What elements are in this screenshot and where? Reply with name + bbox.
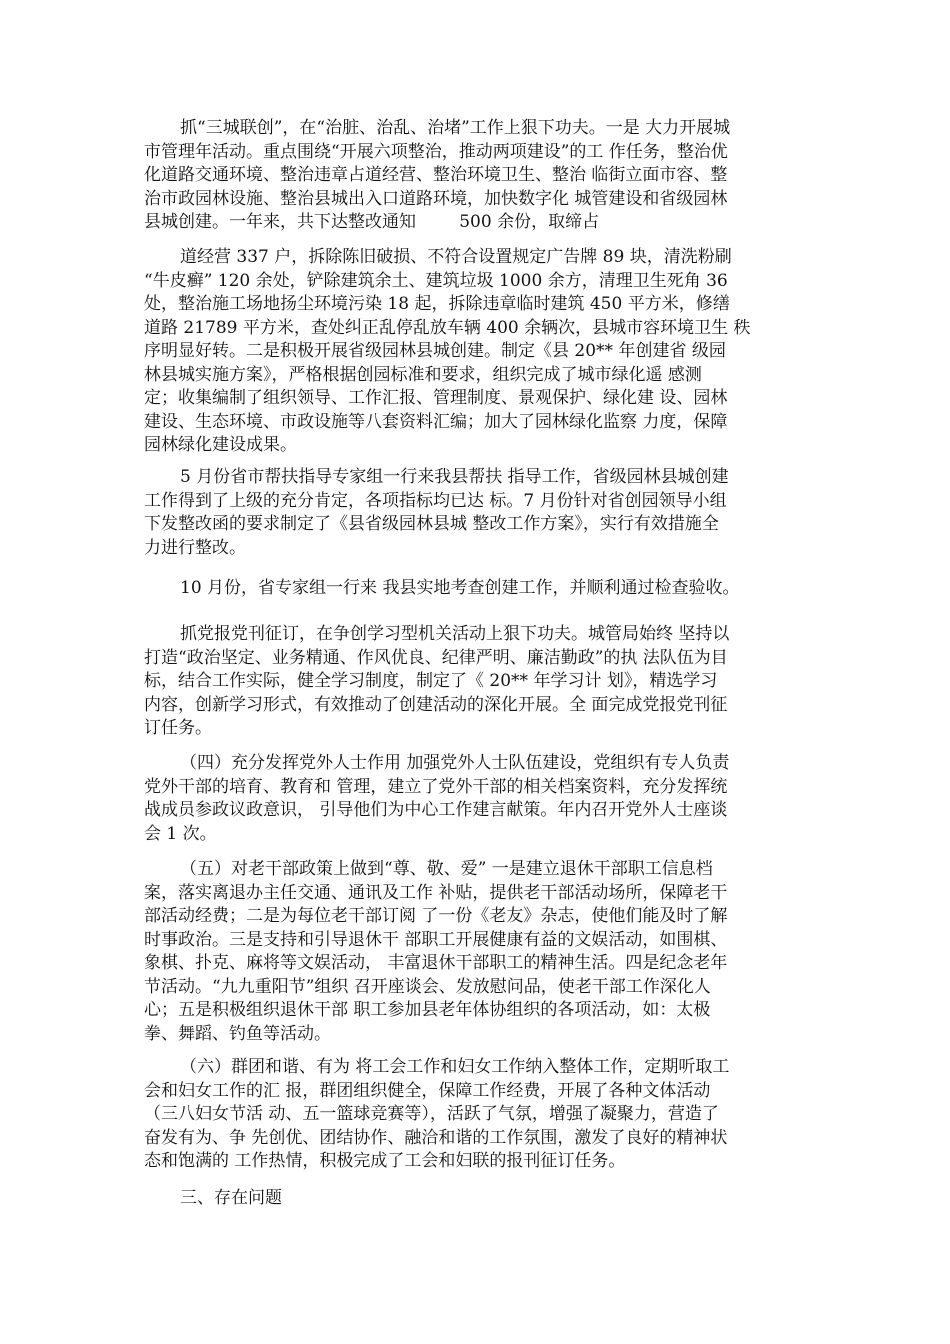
text-line: 治市政园林设施、整治县城出入口道路环境，加快数字化 城管建设和省级园林	[144, 188, 728, 209]
text-line: 县城创建。一年来，共下达整改通知 500 余份，取缔占	[144, 212, 600, 232]
text-line: 打造“政治坚定、业务精通、作风优良、纪律严明、廉洁勤政”的执 法队伍为目	[144, 647, 728, 668]
text-line: 林县城实施方案》，严格根据创园标准和要求，组织完成了城市绿化遥 感测	[144, 364, 702, 385]
text-line: 会和妇女工作的汇 报，群团组织健全，保障工作经费，开展了各种文体活动	[144, 1080, 711, 1101]
text-line: 奋发有为、争 先创优、团结协作、融洽和谐的工作氛围，激发了良好的精神状	[144, 1127, 728, 1148]
paragraph-expert-group-may	[144, 466, 814, 560]
text-line: 节活动。“九九重阳节”组织 召开座谈会、发放慰问品，使老干部工作深化人	[144, 976, 711, 997]
text-line: 态和饱满的 工作热情，积极完成了工会和妇联的报刊征订任务。	[144, 1151, 626, 1171]
text-line: “牛皮癣” 120 余处，铲除建筑余土、建筑垃圾 1000 余方，清理卫生死角 36	[144, 270, 728, 291]
text-line: 力进行整改。	[144, 537, 246, 558]
text-line: 抓“三城联创”，在“治脏、治乱、治堵”工作上狠下功夫。一是 大力开展城	[180, 118, 731, 138]
text-line: （六）群团和谐、有为 将工会工作和妇女工作纳入整体工作，定期听取工	[180, 1057, 730, 1077]
paragraph-party-newspaper	[144, 623, 814, 741]
text-line: 党外干部的培育、教育和 管理，建立了党外干部的相关档案资料，充分发挥统	[144, 776, 728, 797]
text-line: 园林绿化建设成果。	[144, 435, 297, 455]
text-line: 市管理年活动。重点围绕“开展六项整治，推动两项建设”的工 作任务，整治优	[144, 141, 728, 162]
text-line: 三、存在问题	[180, 1188, 282, 1208]
text-line: 工作得到了上级的充分肯定，各项指标均已达 标。7 月份针对省创园领导小组	[144, 490, 727, 511]
paragraph-expert-group-october	[144, 577, 814, 601]
text-line: （四）充分发挥党外人士作用 加强党外人士队伍建设，党组织有专人负责	[180, 753, 730, 773]
text-line: 案，落实离退办主任交通、通讯及工作 补贴，提供老干部活动场所，保障老干	[144, 882, 728, 903]
text-line: 抓党报党刊征订，在争创学习型机关活动上狠下功夫。城管局始终 坚持以	[180, 624, 730, 644]
text-line: 标，结合工作实际，健全学习制度，制定了《 20** 年学习计 划》，精选学习	[144, 671, 718, 691]
paragraph-rectification-results	[144, 246, 814, 458]
text-line: 部活动经费；二是为每位老干部订阅 了一份《老友》杂志，使他们能及时了解	[144, 906, 728, 926]
text-line: 心；五是积极组织退休干部 职工参加县老年体协组织的各项活动，如：太极	[144, 1000, 711, 1020]
paragraph-section-six	[144, 1056, 814, 1174]
text-line: （五）对老干部政策上做到“尊、敬、爱” 一是建立退休干部职工信息档	[180, 859, 713, 879]
text-line: 序明显好转。二是积极开展省级园林县城创建。制定《县 20** 年创建省 级园	[144, 341, 726, 361]
text-line: 5 月份省市帮扶指导专家组一行来我县帮扶 指导工作，省级园林县城创建	[180, 467, 729, 487]
text-line: 处，整治施工场地扬尘环境污染 18 起，拆除违章临时建筑 450 平方米，修缮	[144, 294, 730, 314]
paragraph-section-four	[144, 752, 814, 846]
text-line: （三八妇女节活 动、五一篮球竞赛等），活跃了气氛，增强了凝聚力，营造了	[144, 1104, 719, 1124]
paragraph-three-cities	[144, 117, 814, 235]
text-line: 10 月份，省专家组一行来 我县实地考查创建工作，并顺利通过检查验收。	[180, 578, 740, 598]
text-line: 战成员参政议政意识， 引导他们为中心工作建言献策。年内召开党外人士座谈	[144, 800, 728, 820]
text-line: 下发整改函的要求制定了《县省级园林县城 整改工作方案》，实行有效措施全	[144, 514, 719, 534]
text-line: 建设、生态环境、市政设施等八套资料汇编；加大了园林绿化监察 力度，保障	[144, 411, 728, 432]
text-line: 订任务。	[144, 718, 212, 738]
text-line: 象棋、扑克、麻将等文娱活动， 丰富退休干部职工的精神生活。四是纪念老年	[144, 953, 728, 973]
text-line: 定；收集编制了组织领导、工作汇报、管理制度、景观保护、绿化建 设、园林	[144, 388, 728, 408]
paragraph-section-five	[144, 858, 814, 1046]
text-line: 道路 21789 平方米，查处纠正乱停乱放车辆 400 余辆次，县城市容环境卫生 秩	[144, 317, 751, 338]
text-line: 拳、舞蹈、钓鱼等活动。	[144, 1023, 331, 1044]
text-line: 化道路交通环境、整治违章占道经营、整治环境卫生、整治 临街立面市容、整	[144, 165, 728, 185]
text-line: 道经营 337 户，拆除陈旧破损、不符合设置规定广告牌 89 块，清洗粉刷	[180, 247, 732, 267]
section-heading-problems	[144, 1187, 814, 1211]
text-line: 内容，创新学习形式，有效推动了创建活动的深化开展。全 面完成党报党刊征	[144, 694, 728, 715]
text-line: 会 1 次。	[144, 823, 217, 844]
text-line: 时事政治。三是支持和引导退休干 部职工开展健康有益的文娱活动，如围棋、	[144, 929, 728, 950]
